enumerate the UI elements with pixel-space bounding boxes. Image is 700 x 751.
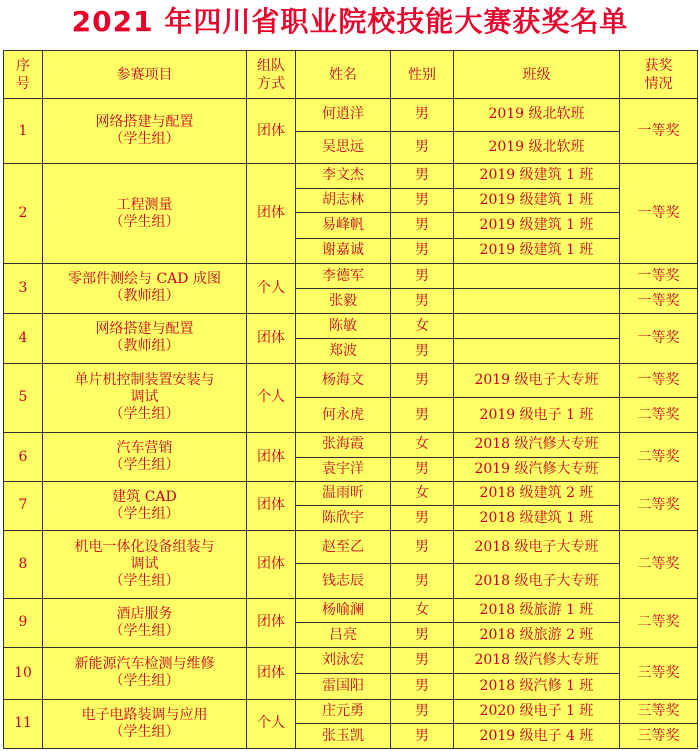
award-level: 二等奖 bbox=[620, 481, 698, 530]
award-level: 三等奖 bbox=[620, 699, 698, 723]
entry-number: 9 bbox=[4, 599, 43, 648]
member-gender: 男 bbox=[391, 506, 454, 530]
header-class: 班级 bbox=[454, 51, 620, 99]
award-level: 二等奖 bbox=[620, 398, 698, 433]
project-line: 调试 bbox=[130, 555, 159, 572]
member-gender: 男 bbox=[391, 131, 454, 164]
table-body bbox=[4, 99, 698, 749]
member-name: 杨喻澜 bbox=[296, 599, 391, 623]
member-class: 2019 级建筑 1 班 bbox=[454, 213, 620, 238]
member-class: 2018 级电子大专班 bbox=[454, 564, 620, 599]
table-row bbox=[4, 647, 698, 673]
member-name: 吕亮 bbox=[296, 623, 391, 647]
team-type: 个人 bbox=[247, 363, 296, 432]
team-type: 团体 bbox=[247, 99, 296, 164]
header-team: 组队 方式 bbox=[247, 51, 296, 99]
member-name: 雷国阳 bbox=[296, 674, 391, 699]
member-gender: 男 bbox=[391, 699, 454, 723]
project-line: 汽车营销 bbox=[116, 440, 173, 456]
member-gender: 女 bbox=[391, 313, 454, 338]
member-class: 2019 级电子 1 班 bbox=[454, 398, 620, 433]
award-level: 三等奖 bbox=[620, 647, 698, 699]
award-level: 一等奖 bbox=[620, 164, 698, 264]
project-line: 建筑 CAD bbox=[112, 488, 177, 505]
table-row bbox=[4, 699, 698, 723]
member-class: 2018 级建筑 2 班 bbox=[454, 481, 620, 505]
project-cell bbox=[43, 647, 247, 699]
member-gender: 男 bbox=[391, 724, 454, 749]
member-gender: 男 bbox=[391, 564, 454, 599]
project-line: 机电一体化设备组装与 bbox=[74, 538, 215, 555]
project-line: 电子电路装调与应用 bbox=[81, 706, 208, 723]
project-line: （学生组） bbox=[109, 406, 180, 423]
member-class: 2018 级旅游 2 班 bbox=[454, 623, 620, 647]
award-level: 一等奖 bbox=[620, 264, 698, 289]
member-gender: 男 bbox=[391, 398, 454, 433]
member-class: 2018 级旅游 1 班 bbox=[454, 599, 620, 623]
member-class: 2019 级建筑 1 班 bbox=[454, 188, 620, 212]
member-class bbox=[454, 339, 620, 363]
project-line: （学生组） bbox=[109, 572, 180, 589]
entry-number: 6 bbox=[4, 433, 43, 482]
member-name: 温雨昕 bbox=[296, 481, 391, 505]
member-name: 陈欣宇 bbox=[296, 506, 391, 530]
member-class: 2019 级电子大专班 bbox=[454, 363, 620, 398]
project-line: 零部件测绘与 CAD 成图 bbox=[68, 271, 221, 288]
member-name: 张玉凯 bbox=[296, 724, 391, 749]
team-type: 个人 bbox=[247, 699, 296, 748]
member-gender: 男 bbox=[391, 238, 454, 263]
member-name: 张海霞 bbox=[296, 433, 391, 457]
member-class: 2019 级北软班 bbox=[454, 131, 620, 164]
table-row bbox=[4, 481, 698, 505]
project-line: 网络搭建与配置 bbox=[95, 321, 194, 338]
award-level: 二等奖 bbox=[620, 530, 698, 598]
member-gender: 男 bbox=[391, 457, 454, 481]
member-name: 吴思远 bbox=[296, 131, 391, 164]
entry-number: 2 bbox=[4, 164, 43, 264]
team-type: 团体 bbox=[247, 481, 296, 530]
member-name: 郑波 bbox=[296, 339, 391, 363]
project-line: （学生组） bbox=[109, 723, 180, 740]
member-name: 李文杰 bbox=[296, 164, 391, 188]
member-gender: 男 bbox=[391, 647, 454, 673]
project-line: （教师组） bbox=[109, 288, 180, 305]
member-name: 袁宇洋 bbox=[296, 457, 391, 481]
member-gender: 女 bbox=[391, 599, 454, 623]
member-name: 陈敏 bbox=[296, 313, 391, 338]
entry-number: 3 bbox=[4, 264, 43, 314]
entry-number: 7 bbox=[4, 481, 43, 530]
member-class: 2018 级电子大专班 bbox=[454, 530, 620, 564]
entry-number: 8 bbox=[4, 530, 43, 598]
member-gender: 男 bbox=[391, 623, 454, 647]
entry-number: 1 bbox=[4, 99, 43, 164]
member-name: 易峰帆 bbox=[296, 213, 391, 238]
project-cell bbox=[43, 313, 247, 363]
member-gender: 男 bbox=[391, 339, 454, 363]
member-class: 2020 级电子 1 班 bbox=[454, 699, 620, 723]
table-row bbox=[4, 99, 698, 132]
member-class: 2018 级汽修 1 班 bbox=[454, 674, 620, 699]
award-level: 一等奖 bbox=[620, 363, 698, 398]
member-gender: 男 bbox=[391, 99, 454, 132]
member-class: 2018 级汽修大专班 bbox=[454, 647, 620, 673]
member-gender: 男 bbox=[391, 188, 454, 212]
header-gender: 性别 bbox=[391, 51, 454, 99]
member-name: 张毅 bbox=[296, 289, 391, 313]
project-line: （学生组） bbox=[109, 213, 180, 230]
member-name: 胡志林 bbox=[296, 188, 391, 212]
member-name: 谢嘉诚 bbox=[296, 238, 391, 263]
team-type: 团体 bbox=[247, 530, 296, 598]
member-gender: 女 bbox=[391, 433, 454, 457]
member-name: 刘泳宏 bbox=[296, 647, 391, 673]
member-class bbox=[454, 313, 620, 338]
project-line: （学生组） bbox=[109, 457, 180, 473]
project-cell bbox=[43, 164, 247, 264]
award-level: 一等奖 bbox=[620, 99, 698, 164]
table-row bbox=[4, 363, 698, 398]
member-gender: 男 bbox=[391, 530, 454, 564]
member-class: 2018 级汽修大专班 bbox=[454, 433, 620, 457]
project-line: （学生组） bbox=[109, 131, 180, 148]
table-row bbox=[4, 433, 698, 457]
member-gender: 男 bbox=[391, 289, 454, 313]
member-class: 2019 级电子 4 班 bbox=[454, 724, 620, 749]
project-line: （学生组） bbox=[109, 673, 180, 690]
member-gender: 男 bbox=[391, 264, 454, 289]
project-line: 调试 bbox=[130, 389, 159, 406]
member-class: 2019 级建筑 1 班 bbox=[454, 164, 620, 188]
member-name: 赵至乙 bbox=[296, 530, 391, 564]
table-row bbox=[4, 264, 698, 289]
table-row bbox=[4, 530, 698, 564]
member-class bbox=[454, 264, 620, 289]
member-name: 庄元勇 bbox=[296, 699, 391, 723]
member-gender: 男 bbox=[391, 363, 454, 398]
project-cell bbox=[43, 481, 247, 530]
project-line: 新能源汽车检测与维修 bbox=[74, 656, 215, 673]
entry-number: 5 bbox=[4, 363, 43, 432]
member-class: 2018 级建筑 1 班 bbox=[454, 506, 620, 530]
project-cell bbox=[43, 363, 247, 432]
header-project: 参赛项目 bbox=[43, 51, 247, 99]
project-line: 单片机控制装置安装与 bbox=[74, 372, 215, 389]
member-gender: 女 bbox=[391, 481, 454, 505]
entry-number: 4 bbox=[4, 313, 43, 363]
team-type: 团体 bbox=[247, 164, 296, 264]
page-title: 2021 年四川省职业院校技能大赛获奖名单 bbox=[71, 5, 629, 38]
header-name: 姓名 bbox=[296, 51, 391, 99]
project-line: 工程测量 bbox=[116, 196, 173, 213]
member-gender: 男 bbox=[391, 213, 454, 238]
project-cell bbox=[43, 530, 247, 598]
project-line: 酒店服务 bbox=[116, 605, 173, 622]
project-cell bbox=[43, 264, 247, 314]
member-name: 何永虎 bbox=[296, 398, 391, 433]
member-class: 2019 级北软班 bbox=[454, 99, 620, 132]
table-row bbox=[4, 164, 698, 188]
project-line: （学生组） bbox=[109, 505, 180, 522]
team-type: 团体 bbox=[247, 433, 296, 482]
team-type: 团体 bbox=[247, 647, 296, 699]
table-header-row bbox=[4, 51, 698, 99]
entry-number: 10 bbox=[4, 647, 43, 699]
table-row bbox=[4, 313, 698, 338]
project-cell bbox=[43, 599, 247, 648]
award-level: 一等奖 bbox=[620, 289, 698, 313]
table-row bbox=[4, 599, 698, 623]
project-line: （教师组） bbox=[109, 338, 180, 355]
member-class: 2019 级建筑 1 班 bbox=[454, 238, 620, 263]
entry-number: 11 bbox=[4, 699, 43, 748]
member-class bbox=[454, 289, 620, 313]
team-type: 团体 bbox=[247, 599, 296, 648]
project-cell bbox=[43, 699, 247, 748]
award-level: 三等奖 bbox=[620, 724, 698, 749]
member-name: 何逍洋 bbox=[296, 99, 391, 132]
header-award: 获奖 情况 bbox=[620, 51, 698, 99]
awards-table bbox=[3, 50, 698, 749]
member-class: 2019 级汽修大专班 bbox=[454, 457, 620, 481]
project-cell bbox=[43, 99, 247, 164]
header-no: 序 号 bbox=[4, 51, 43, 99]
award-level: 一等奖 bbox=[620, 313, 698, 363]
project-line: 网络搭建与配置 bbox=[95, 114, 194, 131]
project-cell bbox=[43, 433, 247, 482]
member-name: 钱志辰 bbox=[296, 564, 391, 599]
team-type: 个人 bbox=[247, 264, 296, 314]
award-level: 二等奖 bbox=[620, 433, 698, 482]
team-type: 团体 bbox=[247, 313, 296, 363]
member-name: 杨海文 bbox=[296, 363, 391, 398]
project-line: （学生组） bbox=[109, 622, 180, 639]
award-level: 二等奖 bbox=[620, 599, 698, 648]
member-gender: 男 bbox=[391, 674, 454, 699]
member-name: 李德军 bbox=[296, 264, 391, 289]
member-gender: 男 bbox=[391, 164, 454, 188]
